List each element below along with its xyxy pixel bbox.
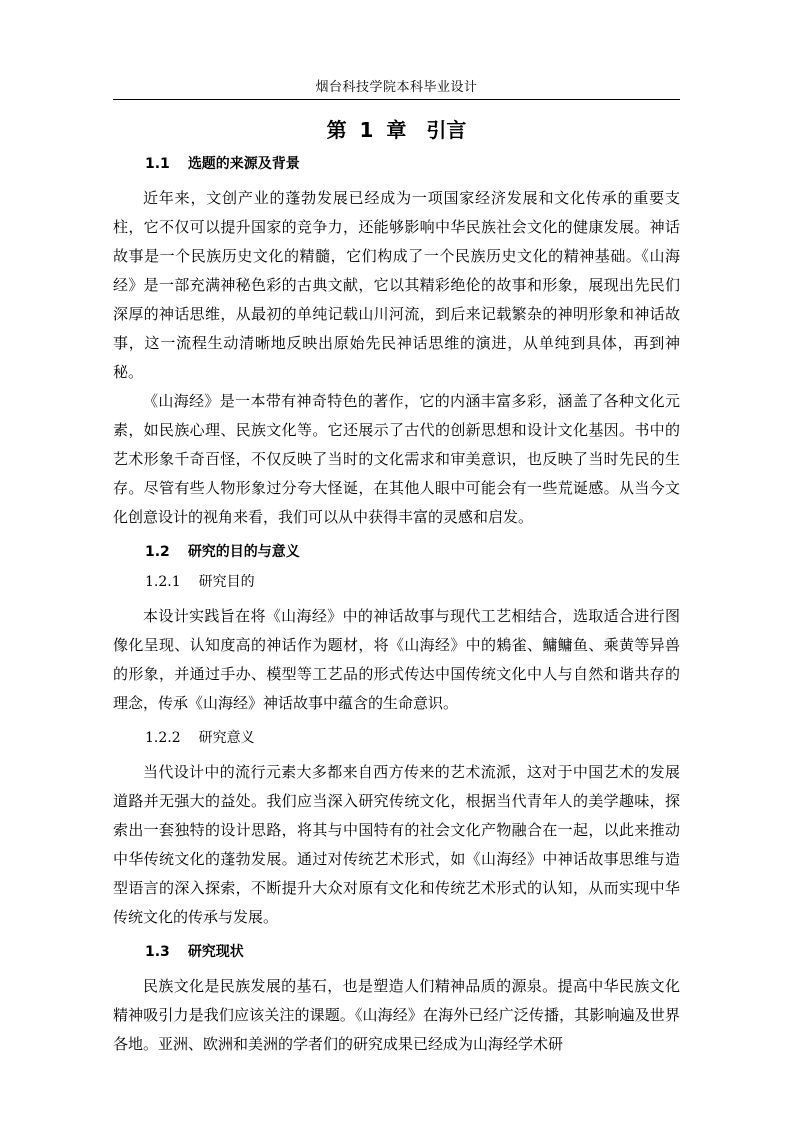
chapter-title: 第 1 章 引言 <box>326 118 467 142</box>
section-number: 1.2 <box>145 544 170 560</box>
paragraph: 近年来，文创产业的蓬勃发展已经成为一项国家经济发展和文化传承的重要支柱，它不仅可以提升国家的竞争力，还能够影响中华民族社会文化的健康发展。神话故事是一个民族历史文化的精髓，它们构成了一个民族历史文化的精神基础。《山海经》是一部充满神秘色彩的古典文献，它以其精彩绝伦的故事和形象，展现出先民们深厚的神话思维，从最初的单纯记载山川河流，到后来记载繁杂的神明形象和神话故事，这一流程生动清晰地反映出原始先民神话思维的演进，从单纯到具体，再到神秘。 <box>113 189 680 381</box>
header-rule <box>113 99 680 100</box>
subsection-title: 研究意义 <box>198 730 255 746</box>
section-heading-1-1 <box>145 154 680 174</box>
paragraph: 民族文化是民族发展的基石，也是塑造人们精神品质的源泉。提高中华民族文化精神吸引力是我们应该关注的课题。《山海经》在海外已经广泛传播，其影响遍及世界各地。亚洲、欧洲和美洲的学者们的研究成果已经成为山海经学术研 <box>113 977 680 1053</box>
subsection-number: 1.2.2 <box>145 730 181 746</box>
paragraph: 《山海经》是一本带有神奇特色的著作，它的内涵丰富多彩，涵盖了各种文化元素，如民族心理、民族文化等。它还展示了古代的创新思想和设计文化基因。书中的艺术形象千奇百怪，不仅反映了当时的文化需求和审美意识，也反映了当时先民的生存。尽管有些人物形象过分夸大怪诞，在其他人眼中可能会有一些荒诞感。从当今文化创意设计的视角来看，我们可以从中获得丰富的灵感和启发。 <box>113 392 680 526</box>
section-heading-1-2 <box>145 542 680 562</box>
section-title: 研究的目的与意义 <box>187 544 300 560</box>
page-body <box>113 112 680 1059</box>
section-heading-1-3 <box>145 942 680 962</box>
section-title: 选题的来源及背景 <box>187 156 300 172</box>
section-title: 研究现状 <box>187 944 244 960</box>
subsection-number: 1.2.1 <box>145 574 181 590</box>
section-number: 1.1 <box>145 156 170 172</box>
subsection-heading-1-2-2 <box>145 728 680 748</box>
subsection-heading-1-2-1 <box>145 572 680 592</box>
running-header: 烟台科技学院本科毕业设计 <box>315 80 478 95</box>
paragraph: 本设计实践旨在将《山海经》中的神话故事与现代工艺相结合，选取适合进行图像化呈现、认知度高的神话作为题材，将《山海经》中的鴸雀、鳙鳙鱼、乘黄等异兽的形象，并通过手办、模型等工艺品的形式传达中国传统文化中人与自然和谐共存的理念，传承《山海经》神话故事中蕴含的生命意识。 <box>113 607 680 712</box>
section-number: 1.3 <box>145 944 170 960</box>
paragraph: 当代设计中的流行元素大多都来自西方传来的艺术流派，这对于中国艺术的发展道路并无强大的益处。我们应当深入研究传统文化，根据当代青年人的美学趣味，探索出一套独特的设计思路，将其与中国特有的社会文化产物融合在一起，以此来推动中华传统文化的蓬勃发展。通过对传统艺术形式，如《山海经》中神话故事思维与造型语言的深入探索，不断提升大众对原有文化和传统艺术形式的认知，从而实现中华传统文化的传承与发展。 <box>113 763 680 926</box>
subsection-title: 研究目的 <box>198 574 255 590</box>
